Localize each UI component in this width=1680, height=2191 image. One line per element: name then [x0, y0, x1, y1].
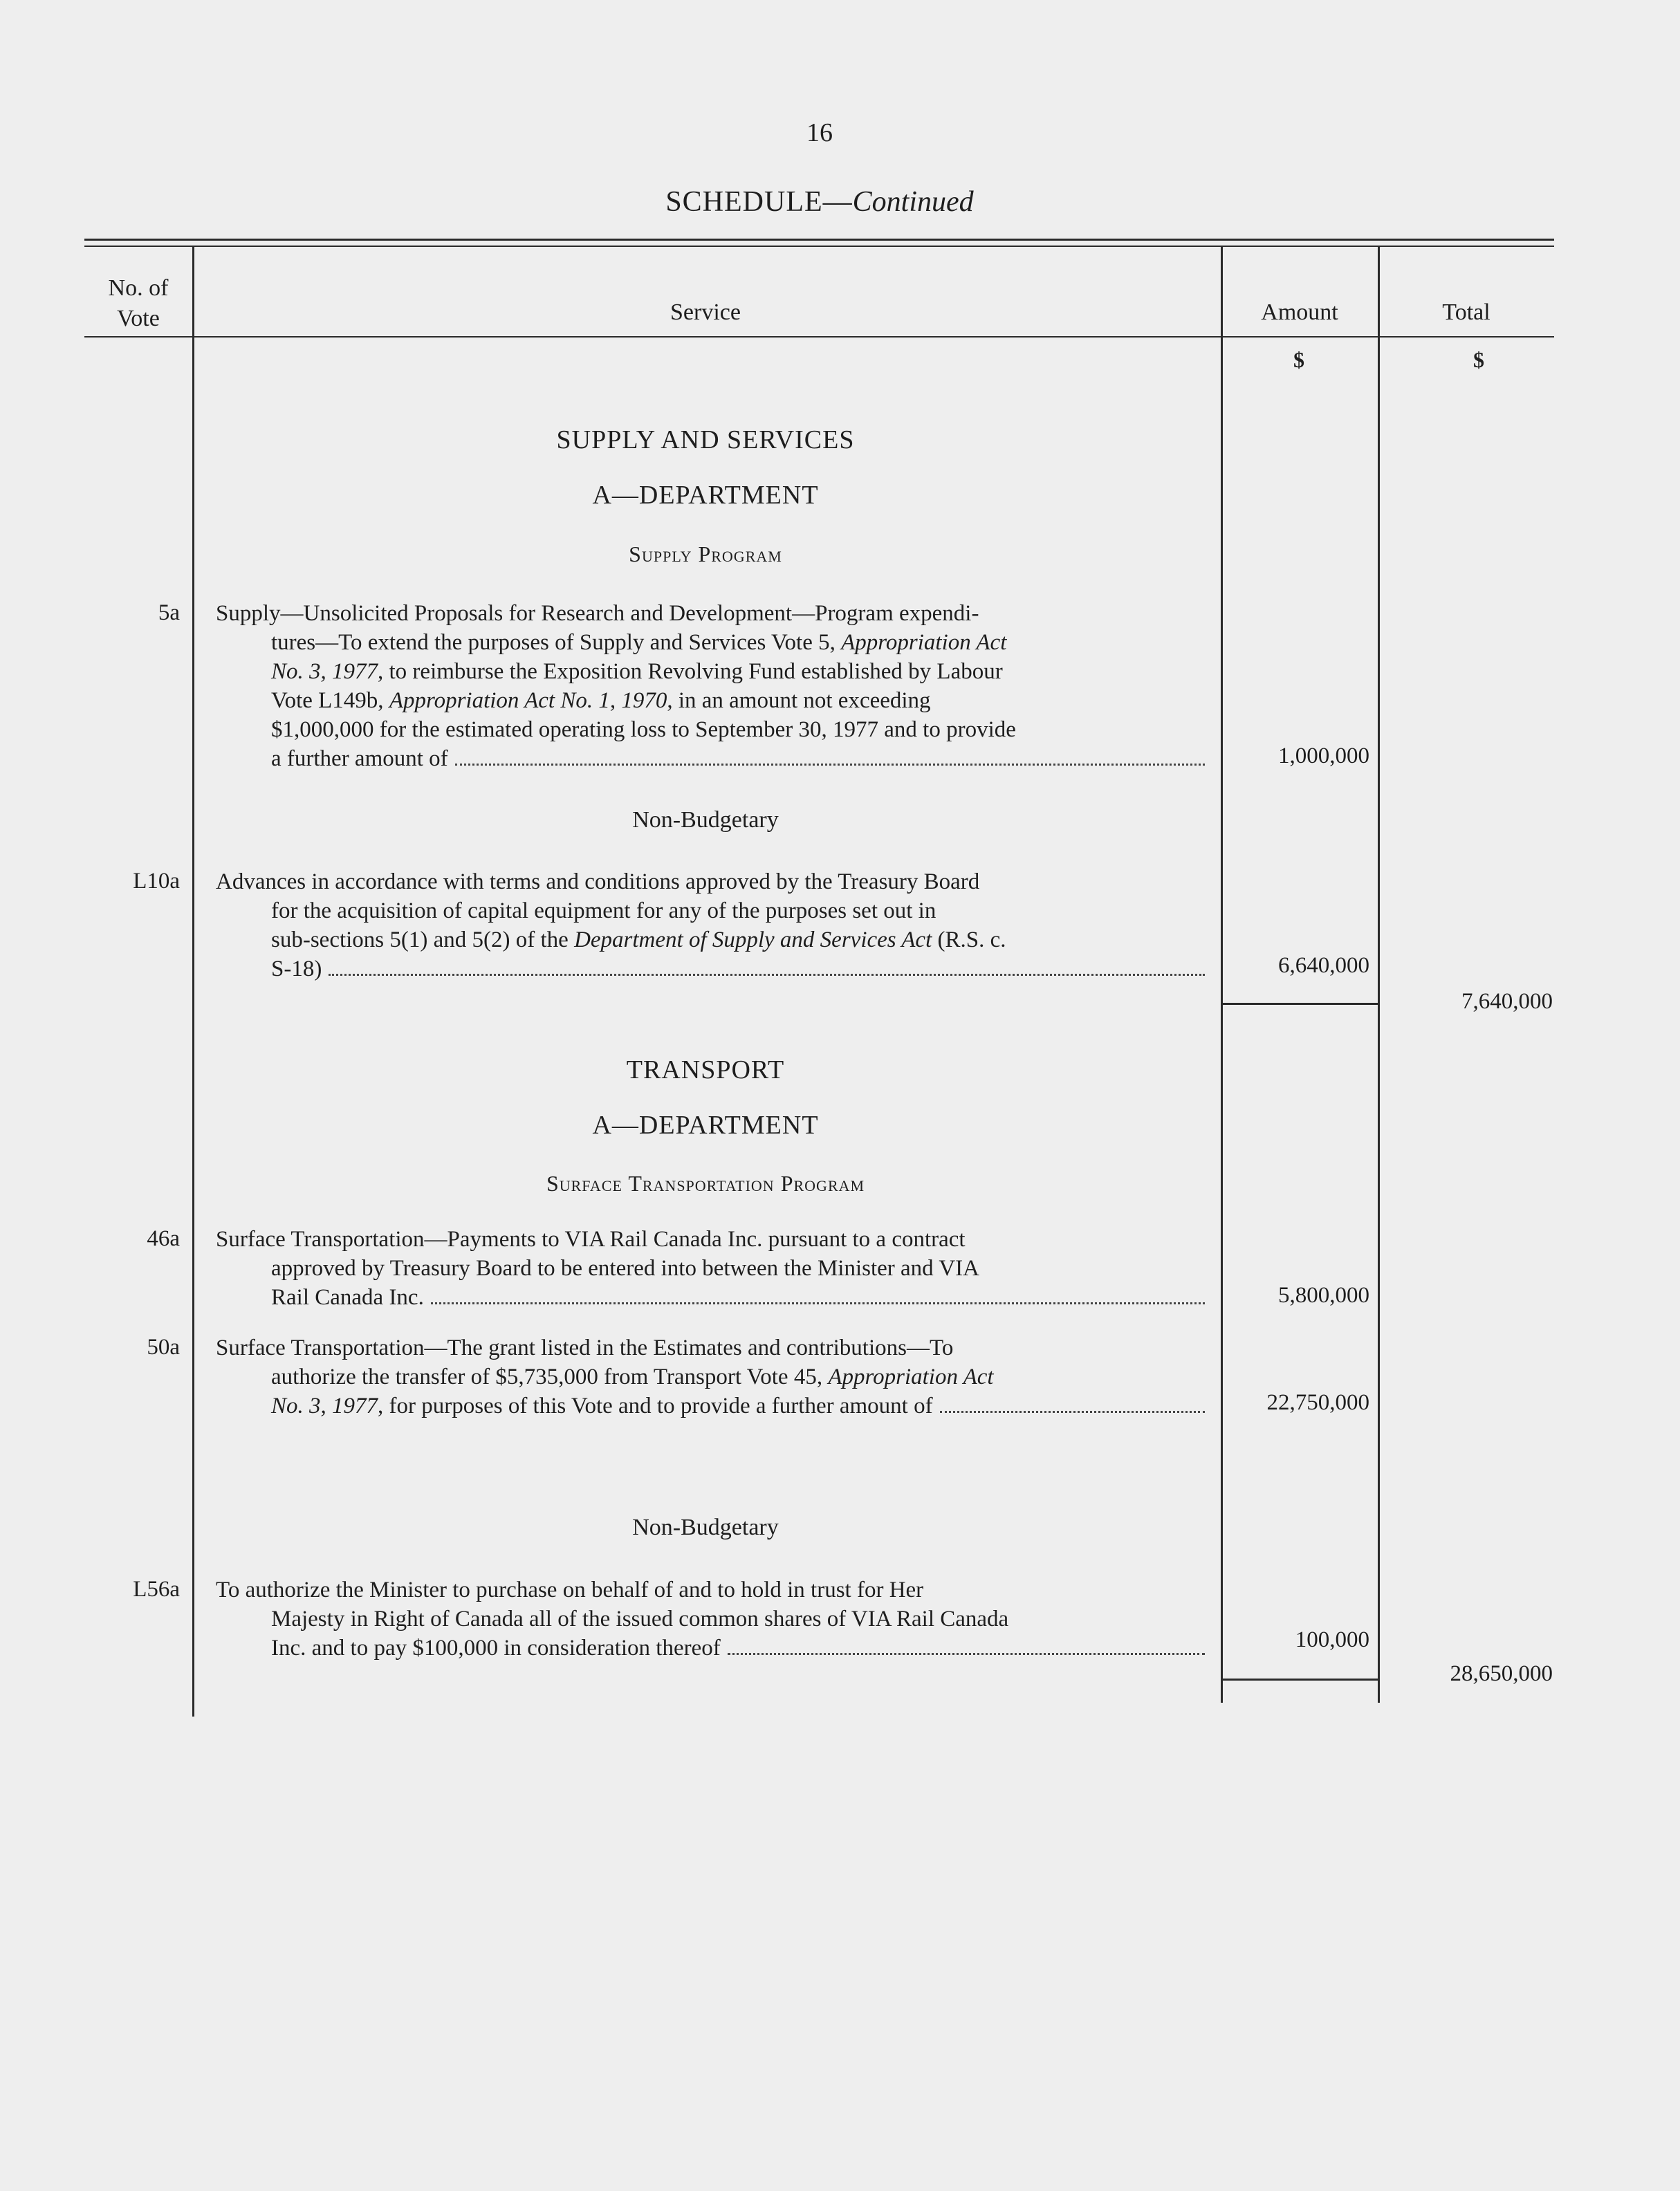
- section-subtitle: A—DEPARTMENT: [592, 481, 819, 510]
- header-total-col: Total: [1442, 299, 1490, 325]
- section-subtitle: A—DEPARTMENT: [592, 1111, 819, 1140]
- header-amount-col: Amount: [1261, 299, 1338, 325]
- section-title: SUPPLY AND SERVICES: [556, 425, 855, 454]
- vote-number: 46a: [147, 1226, 180, 1251]
- program-title: Surface Transportation Program: [546, 1171, 865, 1196]
- program-title: Supply Program: [629, 542, 782, 566]
- top-rule-2: [84, 246, 1554, 247]
- vote-description: Surface Transportation—The grant listed in the Estimates and contributions—To authorize the transfer of $5,735,000 from Transport Vote 45, Appropriation Act No. 3, 1977, for purposes of this Vote and to provide a further amount of: [216, 1333, 1209, 1421]
- header-vote-col: No. of Vote: [108, 275, 169, 331]
- vote-description: To authorize the Minister to purchase on behalf of and to hold in trust for Her Majesty in Right of Canada all of the issued common shares of VIA Rail Canada Inc. and to pay $100,000 in consideration thereof: [216, 1575, 1209, 1663]
- col-divider-2: [1221, 247, 1223, 1703]
- amount-currency: $: [1293, 347, 1304, 372]
- total-currency: $: [1473, 347, 1484, 372]
- vote-number: 5a: [158, 600, 180, 625]
- section-title: TRANSPORT: [626, 1055, 785, 1084]
- subtotal-rule: [1223, 1003, 1379, 1005]
- header-rule: [84, 336, 1554, 338]
- schedule-title: [0, 185, 1639, 219]
- top-rule-1: [84, 239, 1554, 241]
- subtotal-rule: [1223, 1679, 1379, 1681]
- vote-amount: 22,750,000: [1266, 1390, 1369, 1415]
- vote-amount: 100,000: [1295, 1627, 1369, 1652]
- vote-amount: 1,000,000: [1278, 743, 1369, 768]
- vote-number: 50a: [147, 1335, 180, 1360]
- non-budgetary-title: Non-Budgetary: [632, 1515, 779, 1540]
- vote-description: Supply—Unsolicited Proposals for Research and Development—Program expendi- tures—To extend the purposes of Supply and Services Vote 5, Appropriation Act No. 3, 1977, to reimburse the Exposition Revolving Fund established by Labour Vote L149b, Appropriation Act No. 1, 1970, in an amount not exceeding $1,000,000 for the estimated operating loss to September 30, 1977 and to provide a further amount of: [216, 599, 1209, 773]
- col-divider-1: [192, 247, 194, 1717]
- page-number: 16: [806, 118, 833, 147]
- schedule-title-main: SCHEDULE—: [665, 186, 853, 218]
- vote-amount: 5,800,000: [1278, 1283, 1369, 1308]
- col-divider-3: [1378, 247, 1380, 1703]
- vote-number: L56a: [133, 1577, 180, 1602]
- schedule-title-continued: Continued: [852, 186, 974, 218]
- vote-description: Advances in accordance with terms and conditions approved by the Treasury Board for the acquisition of capital equipment for any of the purposes set out in sub-sections 5(1) and 5(2) of the Department of Supply and Services Act (R.S. c. S-18): [216, 867, 1209, 983]
- section-total: 7,640,000: [1461, 989, 1553, 1014]
- vote-number: L10a: [133, 869, 180, 894]
- vote-description: Surface Transportation—Payments to VIA Rail Canada Inc. pursuant to a contract approved by Treasury Board to be entered into between the Minister and VIA Rail Canada Inc.: [216, 1225, 1209, 1312]
- section-total: 28,650,000: [1450, 1661, 1553, 1686]
- non-budgetary-title: Non-Budgetary: [632, 807, 779, 833]
- header-service-col: Service: [670, 299, 741, 325]
- vote-amount: 6,640,000: [1278, 953, 1369, 978]
